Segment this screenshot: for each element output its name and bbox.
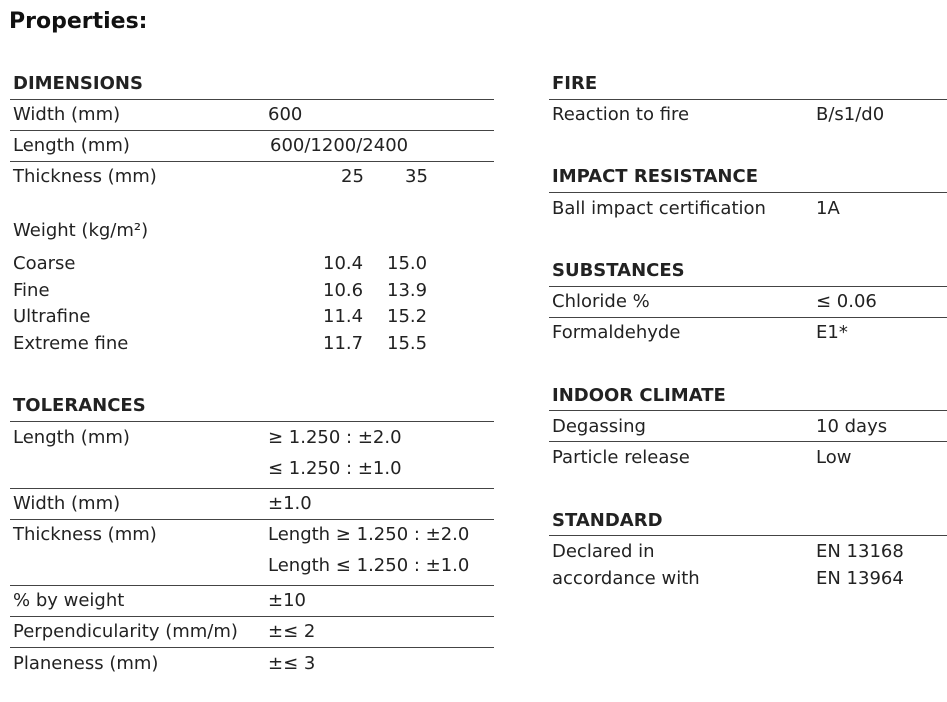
- divider: [549, 441, 947, 442]
- weight-row-b: 15.0: [387, 253, 428, 274]
- weight-row-b: 15.5: [387, 333, 428, 354]
- tol-weight-label: % by weight: [13, 590, 125, 611]
- degassing-label: Degassing: [552, 416, 646, 437]
- standard-label-1: Declared in: [552, 541, 655, 562]
- divider: [10, 99, 494, 100]
- dimensions-heading: DIMENSIONS: [13, 73, 143, 94]
- tol-perpendicularity-value: ±≤ 2: [268, 621, 316, 642]
- weight-row-name: Extreme fine: [13, 333, 129, 354]
- tol-thickness-value-2: Length ≤ 1.250 : ±1.0: [268, 555, 470, 576]
- chloride-label: Chloride %: [552, 291, 650, 312]
- impact-label: Ball impact certification: [552, 198, 766, 219]
- divider: [549, 410, 947, 411]
- formaldehyde-label: Formaldehyde: [552, 322, 681, 343]
- indoor-climate-heading: INDOOR CLIMATE: [552, 385, 726, 406]
- divider: [549, 535, 947, 536]
- weight-row-name: Coarse: [13, 253, 76, 274]
- formaldehyde-value: E1*: [816, 322, 848, 343]
- thickness-value-b: 35: [405, 166, 428, 187]
- weight-row-a: 10.4: [323, 253, 364, 274]
- fire-value: B/s1/d0: [816, 104, 885, 125]
- weight-row-b: 15.2: [387, 306, 428, 327]
- fire-label: Reaction to fire: [552, 104, 690, 125]
- chloride-value: ≤ 0.06: [816, 291, 877, 312]
- weight-row-name: Fine: [13, 280, 50, 301]
- tol-planeness-label: Planeness (mm): [13, 653, 159, 674]
- standard-label-2: accordance with: [552, 568, 700, 589]
- weight-row-name: Ultrafine: [13, 306, 91, 327]
- divider: [549, 317, 947, 318]
- thickness-label: Thickness (mm): [13, 166, 157, 187]
- divider: [549, 99, 947, 100]
- thickness-value-a: 25: [341, 166, 364, 187]
- particle-label: Particle release: [552, 447, 690, 468]
- tol-perpendicularity-label: Perpendicularity (mm/m): [13, 621, 238, 642]
- tol-length-value-1: ≥ 1.250 : ±2.0: [268, 427, 402, 448]
- tol-length-label: Length (mm): [13, 427, 130, 448]
- weight-row-b: 13.9: [387, 280, 428, 301]
- tol-thickness-label: Thickness (mm): [13, 524, 157, 545]
- divider: [10, 488, 494, 489]
- length-value: 600/1200/2400: [270, 135, 409, 156]
- weight-label: Weight (kg/m²): [13, 220, 149, 241]
- degassing-value: 10 days: [816, 416, 888, 437]
- standard-value-1: EN 13168: [816, 541, 904, 562]
- weight-row-a: 11.7: [323, 333, 364, 354]
- tol-thickness-value-1: Length ≥ 1.250 : ±2.0: [268, 524, 470, 545]
- page-title: Properties:: [9, 9, 148, 34]
- divider: [10, 616, 494, 617]
- tol-width-label: Width (mm): [13, 493, 121, 514]
- weight-row-a: 11.4: [323, 306, 364, 327]
- width-value: 600: [268, 104, 303, 125]
- impact-heading: IMPACT RESISTANCE: [552, 166, 758, 187]
- divider: [10, 647, 494, 648]
- divider: [10, 161, 494, 162]
- tolerances-heading: TOLERANCES: [13, 395, 146, 416]
- weight-row-a: 10.6: [323, 280, 364, 301]
- divider: [10, 585, 494, 586]
- tol-length-value-2: ≤ 1.250 : ±1.0: [268, 458, 402, 479]
- fire-heading: FIRE: [552, 73, 598, 94]
- divider: [10, 519, 494, 520]
- tol-width-value: ±1.0: [268, 493, 312, 514]
- divider: [549, 286, 947, 287]
- tol-planeness-value: ±≤ 3: [268, 653, 316, 674]
- standard-value-2: EN 13964: [816, 568, 904, 589]
- divider: [549, 192, 947, 193]
- impact-value: 1A: [816, 198, 840, 219]
- divider: [10, 130, 494, 131]
- width-label: Width (mm): [13, 104, 121, 125]
- standard-heading: STANDARD: [552, 510, 663, 531]
- divider: [10, 421, 494, 422]
- length-label: Length (mm): [13, 135, 130, 156]
- substances-heading: SUBSTANCES: [552, 260, 685, 281]
- tol-weight-value: ±10: [268, 590, 306, 611]
- particle-value: Low: [816, 447, 852, 468]
